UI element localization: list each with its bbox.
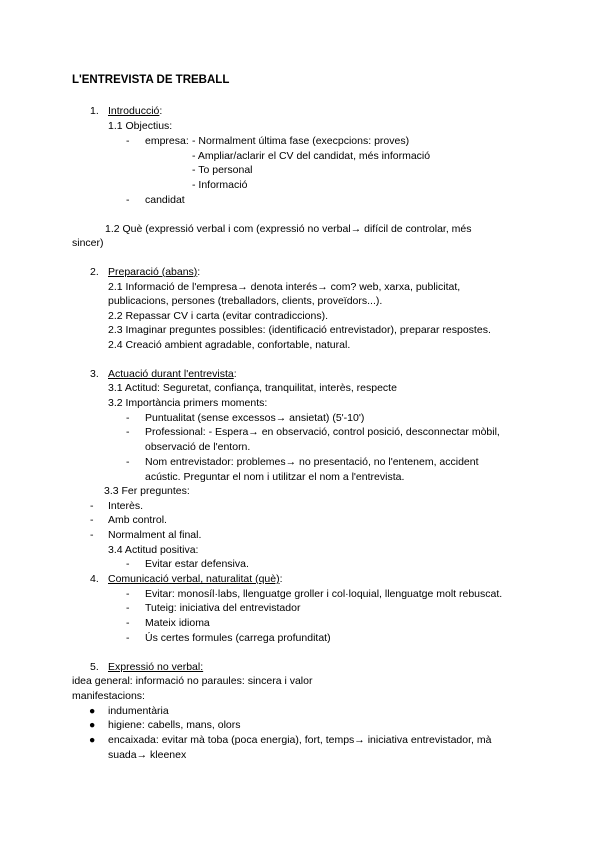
- empresa-item: - To personal: [192, 164, 253, 176]
- question-item: Amb control.: [108, 514, 167, 526]
- section-4-colon: :: [279, 573, 283, 585]
- question-item: Interès.: [108, 500, 144, 512]
- section-5-number: 5.: [90, 661, 99, 673]
- list-dash: -: [126, 602, 130, 614]
- list-dash: -: [90, 500, 94, 512]
- question-item: Normalment al final.: [108, 529, 202, 541]
- section-5-heading: Expressió no verbal:: [108, 661, 204, 673]
- empresa-label: empresa:: [145, 135, 189, 147]
- bullet-item: indumentària: [108, 705, 169, 717]
- list-item-cont: observació de l'entorn.: [145, 441, 251, 453]
- bullet-icon: ●: [89, 734, 96, 746]
- list-item: Mateix idioma: [145, 617, 210, 629]
- subsection-3-1: 3.1 Actitud: Seguretat, confiança, tranquilitat, interès, respecte: [108, 382, 397, 394]
- section-1-heading-wrap: [108, 104, 162, 118]
- section-5-line: idea general: informació no paraules: sincera i valor: [72, 675, 313, 687]
- list-item: Nom entrevistador: problemes→ no presentació, no l'entenem, accident: [145, 456, 479, 468]
- list-item: Professional: - Espera→ en observació, control posició, desconnectar mòbil,: [145, 426, 500, 438]
- subsection-3-3: 3.3 Fer preguntes:: [104, 485, 190, 497]
- subsection-1-1: 1.1 Objectius:: [108, 120, 173, 132]
- bullet-item: higiene: cabells, mans, olors: [108, 719, 241, 731]
- list-item: Tuteig: iniciativa del entrevistador: [145, 602, 301, 614]
- section-1-number: 1.: [90, 105, 99, 117]
- subsection-3-2: 3.2 Importància primers moments:: [108, 397, 268, 409]
- bullet-item-cont: suada→ kleenex: [108, 749, 187, 761]
- section-5-line: manifestacions:: [72, 690, 145, 702]
- subsection-1-2-cont: sincer): [72, 237, 104, 249]
- list-dash: -: [126, 558, 130, 570]
- empresa-item: - Normalment última fase (execpcions: proves): [192, 135, 410, 147]
- list-dash: -: [126, 194, 130, 206]
- list-dash: -: [126, 617, 130, 629]
- section-3-colon: :: [233, 368, 237, 380]
- document-title: L'ENTREVISTA DE TREBALL: [72, 74, 230, 86]
- list-item: Evitar estar defensiva.: [145, 558, 249, 570]
- subsection-1-2: 1.2 Què (expressió verbal i com (expressió no verbal→ difícil de controlar, més: [105, 223, 472, 235]
- empresa-item: - Informació: [192, 179, 248, 191]
- bullet-icon: ●: [89, 719, 96, 731]
- list-dash: -: [90, 514, 94, 526]
- list-item-cont: acústic. Preguntar el nom i utilitzar el nom a l'entrevista.: [145, 471, 405, 483]
- section-4-number: 4.: [90, 573, 99, 585]
- empresa-item: - Ampliar/aclarir el CV del candidat, més informació: [192, 150, 431, 162]
- candidat-item: candidat: [145, 194, 185, 206]
- list-dash: -: [126, 588, 130, 600]
- section-2-line: 2.4 Creació ambient agradable, confortable, natural.: [108, 339, 351, 351]
- subsection-3-4: 3.4 Actitud positiva:: [108, 544, 199, 556]
- section-3-heading: Actuació durant l'entrevista: [108, 368, 234, 380]
- section-1-heading: Introducció: [108, 105, 160, 117]
- section-3-number: 3.: [90, 368, 99, 380]
- section-2-heading-wrap: [108, 265, 200, 279]
- list-item: Evitar: monosíl·labs, llenguatge groller i col·loquial, llenguatge molt rebuscat.: [145, 588, 503, 600]
- section-2-line: publicacions, persones (treballadors, clients, proveïdors...).: [108, 295, 383, 307]
- list-dash: -: [126, 135, 130, 147]
- list-dash: -: [126, 632, 130, 644]
- section-1-colon: :: [159, 105, 163, 117]
- list-dash: -: [126, 456, 130, 468]
- list-item: Puntualitat (sense excessos→ ansietat) (5'-10'): [145, 412, 365, 424]
- section-2-line: 2.2 Repassar CV i carta (evitar contradiccions).: [108, 310, 329, 322]
- list-dash: -: [126, 426, 130, 438]
- section-2-line: 2.3 Imaginar preguntes possibles: (identificació entrevistador), preparar respostes.: [108, 324, 491, 336]
- section-4-heading: Comunicació verbal, naturalitat (què): [108, 573, 280, 585]
- section-4-heading-wrap: [108, 572, 283, 586]
- section-2-line: 2.1 Informació de l'empresa→ denota interés→ com? web, xarxa, publicitat,: [108, 281, 461, 293]
- section-3-heading-wrap: [108, 367, 237, 381]
- list-dash: -: [126, 412, 130, 424]
- list-dash: -: [90, 529, 94, 541]
- bullet-icon: ●: [89, 705, 96, 717]
- list-item: Ús certes formules (carrega profunditat): [145, 632, 331, 644]
- bullet-item: encaixada: evitar mà toba (poca energia), fort, temps→ iniciativa entrevistador, mà: [108, 734, 492, 746]
- section-2-heading: Preparació (abans): [108, 266, 198, 278]
- section-2-colon: :: [197, 266, 201, 278]
- section-2-number: 2.: [90, 266, 99, 278]
